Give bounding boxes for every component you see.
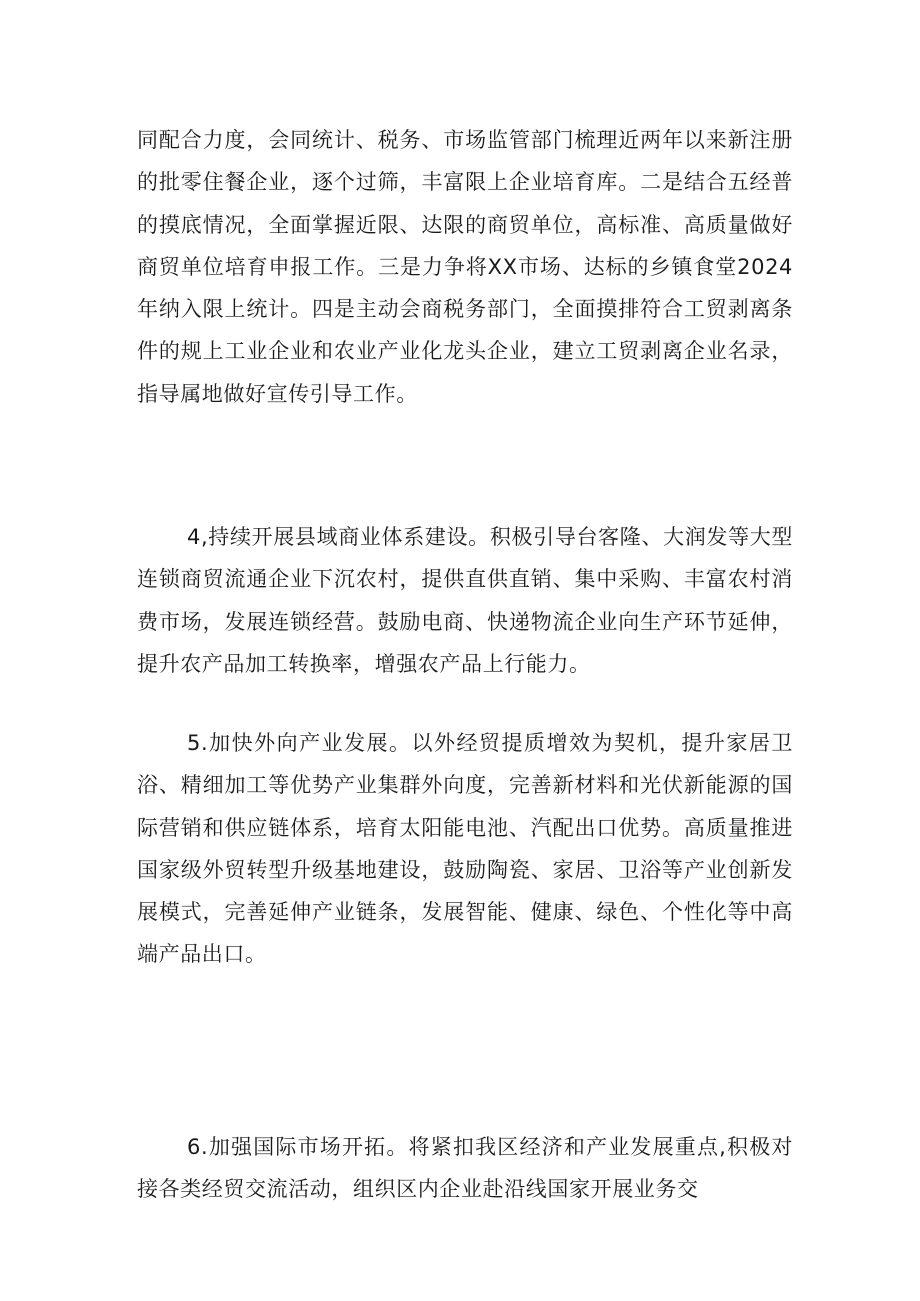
paragraph-item-5: 5.加快外向产业发展。以外经贸提质增效为契机，提升家居卫浴、精细加工等优势产业集群外向度，完善新材料和光伏新能源的国际营销和供应链体系，培育太阳能电池、汽配出口优势。高质量推进国家级外贸转型升级基地建设，鼓励陶瓷、家居、卫浴等产业创新发展模式，完善延伸产业链条，发展智能、健康、绿色、个性化等中高端产品出口。: [137, 731, 793, 967]
paragraph-item-4: 4,持续开展县域商业体系建设。积极引导台客隆、大润发等大型连锁商贸流通企业下沉农村，提供直供直销、集中采购、丰富农村消费市场，发展连锁经营。鼓励电商、快递物流企业向生产环节延伸，提升农产品加工转换率，增强农产品上行能力。: [137, 525, 793, 676]
paragraph-item-6: 6.加强国际市场开拓。将紧扣我区经济和产业发展重点,积极对接各类经贸交流活动，组织区内企业赴沿线国家开展业务交: [137, 1135, 793, 1202]
paragraph-continuation: 同配合力度，会同统计、税务、市场监管部门梳理近两年以来新注册的批零住餐企业，逐个过筛，丰富限上企业培育库。二是结合五经普的摸底情况，全面掌握近限、达限的商贸单位，高标准、高质量做好商贸单位培育申报工作。三是力争将XX市场、达标的乡镇食堂2024年纳入限上统计。四是主动会商税务部门，全面摸排符合工贸剥离条件的规上工业企业和农业产业化龙头企业，建立工贸剥离企业名录，指导属地做好宣传引导工作。: [137, 128, 793, 406]
